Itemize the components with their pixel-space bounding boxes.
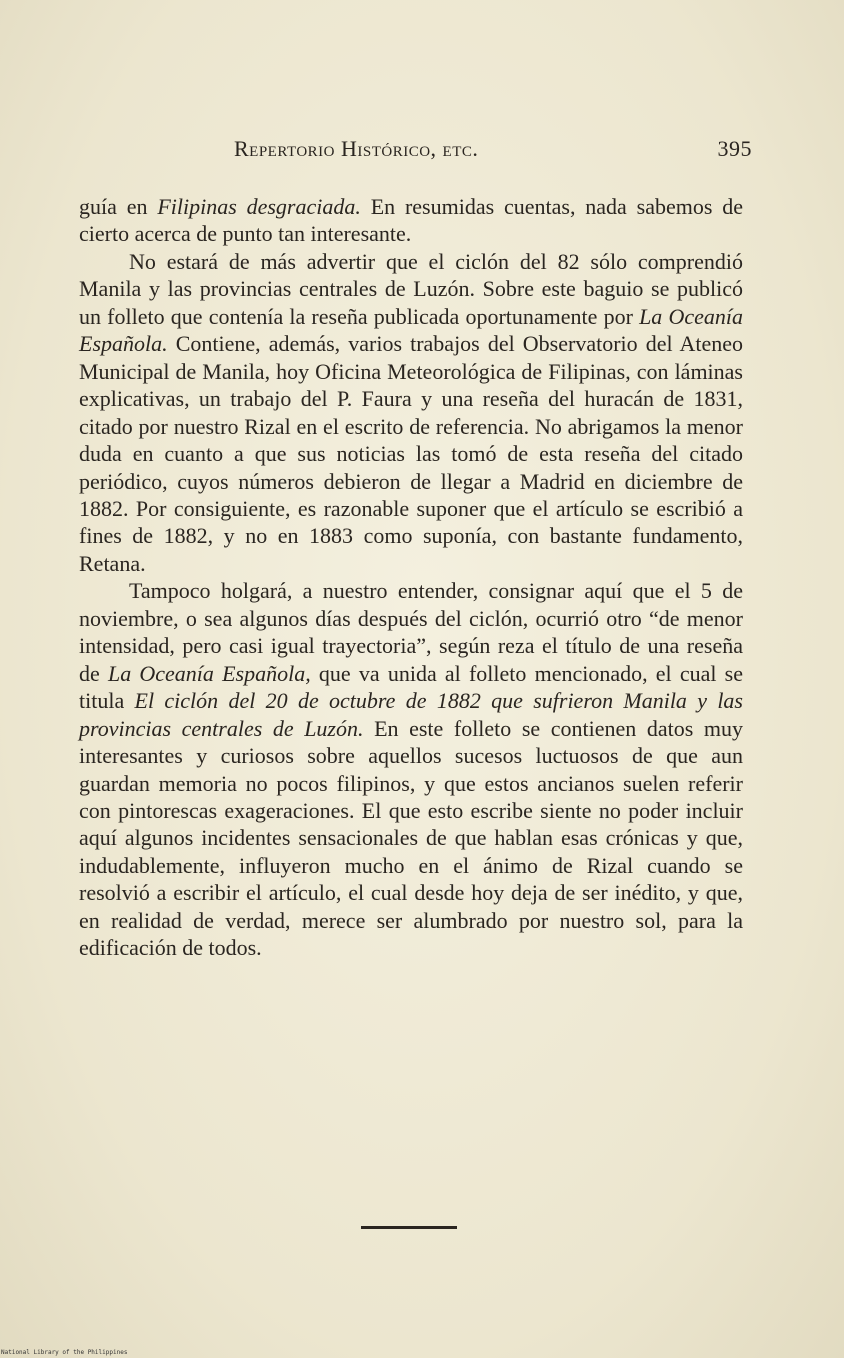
text-segment: que va unida al folleto mencionado, el cual se titula — [79, 660, 744, 714]
text-segment: No estará de más advertir que el ciclón del 82 sólo comprendió Manila y las provincias centrales de Luzón. Sobre este baguio se publicó un folleto que contenía la reseña publicada oportunamente por — [79, 248, 743, 329]
paragraph — [79, 193, 743, 248]
body-text — [79, 193, 743, 962]
text-segment: En este folleto se contienen datos muy interesantes y curiosos sobre aquellos sucesos luctuosos de que aun guardan memoria no pocos filipinos, y que estos ancianos suelen referir con pintorescas exageraciones. El que esto escribe siente no poder incluir aquí algunos incidentes sensacionales de que hablan esas crónicas y que, indudablemente, influyeron mucho en el ánimo de Rizal cuando se resolvió a escribir el artículo, el cual desde hoy deja de ser inédito, y que, en realidad de verdad, merece ser alumbrado por nuestro sol, para la edificación de todos. — [79, 715, 744, 961]
text-segment: Tampoco holgará, a nuestro entender, consignar aquí que el 5 de noviembre, o sea algunos días después del ciclón, ocurrió otro “de menor intensidad, pero casi igual trayectoria”, según reza el título de una reseña de — [79, 578, 743, 686]
paragraph — [79, 248, 743, 577]
italic-text: La Oceanía Española, — [107, 660, 311, 686]
text-segment: guía en — [79, 194, 158, 219]
italic-text: La Oceanía Española. — [79, 303, 743, 357]
page-header — [234, 136, 752, 168]
library-watermark: National Library of the Philippines — [1, 1349, 128, 1356]
italic-text: El ciclón del 20 de octubre de 1882 que sufrieron Manila y las provincias centrales de Luzón. — [79, 688, 743, 741]
text-segment: En resumidas cuentas, nada sabemos de cierto acerca de punto tan interesante. — [79, 194, 743, 247]
italic-text: Filipinas desgraciada. — [157, 194, 361, 219]
running-title: Repertorio Histórico, etc. — [234, 136, 479, 161]
page-number: 395 — [717, 136, 752, 161]
paragraph — [79, 577, 743, 961]
text-segment: Contiene, además, varios trabajos del Observatorio del Ateneo Municipal de Manila, hoy Oficina Meteorológica de Filipinas, con láminas explicativas, un trabajo del P. Faura y una reseña del huracán de 1831, citado por nuestro Rizal en el escrito de referencia. No abrigamos la menor duda en cuanto a que sus noticias las tomó de esta reseña del citado periódico, cuyos números debieron de llegar a Madrid en diciembre de 1882. Por consiguiente, es razonable suponer que el artículo se escribió a fines de 1882, y no en 1883 como suponía, con bastante fundamento, Retana. — [79, 331, 743, 576]
section-end-rule — [361, 1226, 457, 1229]
